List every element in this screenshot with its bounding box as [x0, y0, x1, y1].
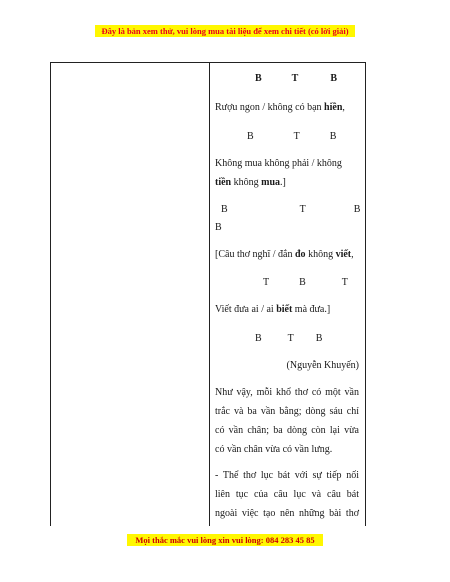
poem-author: (Nguyễn Khuyến)	[286, 360, 359, 371]
tone-mark: B	[299, 277, 306, 288]
poem-line-1: Rượu ngon / không có bạn hiền,	[215, 102, 345, 113]
tone-mark: B	[247, 131, 254, 142]
tone-mark: T	[299, 204, 306, 215]
tone-marks-row-5	[215, 329, 359, 348]
tone-mark: B	[353, 204, 361, 215]
tone-mark: T	[287, 333, 294, 344]
column-divider	[209, 63, 210, 526]
tone-mark: B	[329, 131, 337, 142]
content-table	[50, 62, 366, 526]
poem-line-2b: tiền không mua.]	[215, 177, 286, 188]
contact-banner: Mọi thắc mắc vui lòng xin vui lòng: 084 283 45 85	[127, 534, 323, 546]
tone-marks-row-2	[215, 127, 359, 146]
poem-line-2a: Không mua không phải / không	[215, 158, 342, 169]
paragraph-line: Như vậy, mỗi khổ thơ có một vần	[215, 387, 359, 398]
tone-mark: B	[330, 73, 338, 84]
tone-mark: T	[341, 277, 348, 288]
paragraph-2	[215, 466, 359, 523]
poem-line-3: [Câu thơ nghĩ / đắn đo không viết,	[215, 249, 354, 260]
tone-mark: B	[255, 333, 262, 344]
tone-mark: B	[221, 204, 228, 215]
paragraph-line: liên tục của câu lục và câu bát	[215, 489, 359, 500]
tone-mark: B	[255, 73, 262, 84]
paragraph-line: có vần chân vừa có vần lưng.	[215, 444, 333, 455]
paragraph-line: có vần chân; ba dòng còn lại vừa	[215, 425, 359, 436]
tone-marks-row-3b	[215, 218, 359, 237]
paragraph-1	[215, 383, 359, 459]
tone-mark: T	[263, 277, 270, 288]
preview-notice-banner: Đây là bản xem thử, vui lòng mua tài liệu để xem chi tiết (có lời giải)	[95, 25, 355, 37]
paragraph-line: - Thể thơ lục bát với sự tiếp nối	[215, 470, 359, 481]
paragraph-line: ngoài việc tạo nên những bài thơ	[215, 508, 359, 519]
tone-mark: T	[291, 73, 299, 84]
tone-mark: T	[293, 131, 300, 142]
poem-line-4: Viết đưa ai / ai biết mà đưa.]	[215, 304, 331, 315]
tone-mark: B	[215, 222, 222, 233]
paragraph-line: trắc và ba vần bằng; dòng sáu chỉ	[215, 406, 359, 417]
tone-marks-row-1	[215, 69, 359, 88]
tone-marks-row-3	[215, 200, 359, 219]
tone-marks-row-4	[215, 273, 359, 292]
tone-mark: B	[315, 333, 323, 344]
